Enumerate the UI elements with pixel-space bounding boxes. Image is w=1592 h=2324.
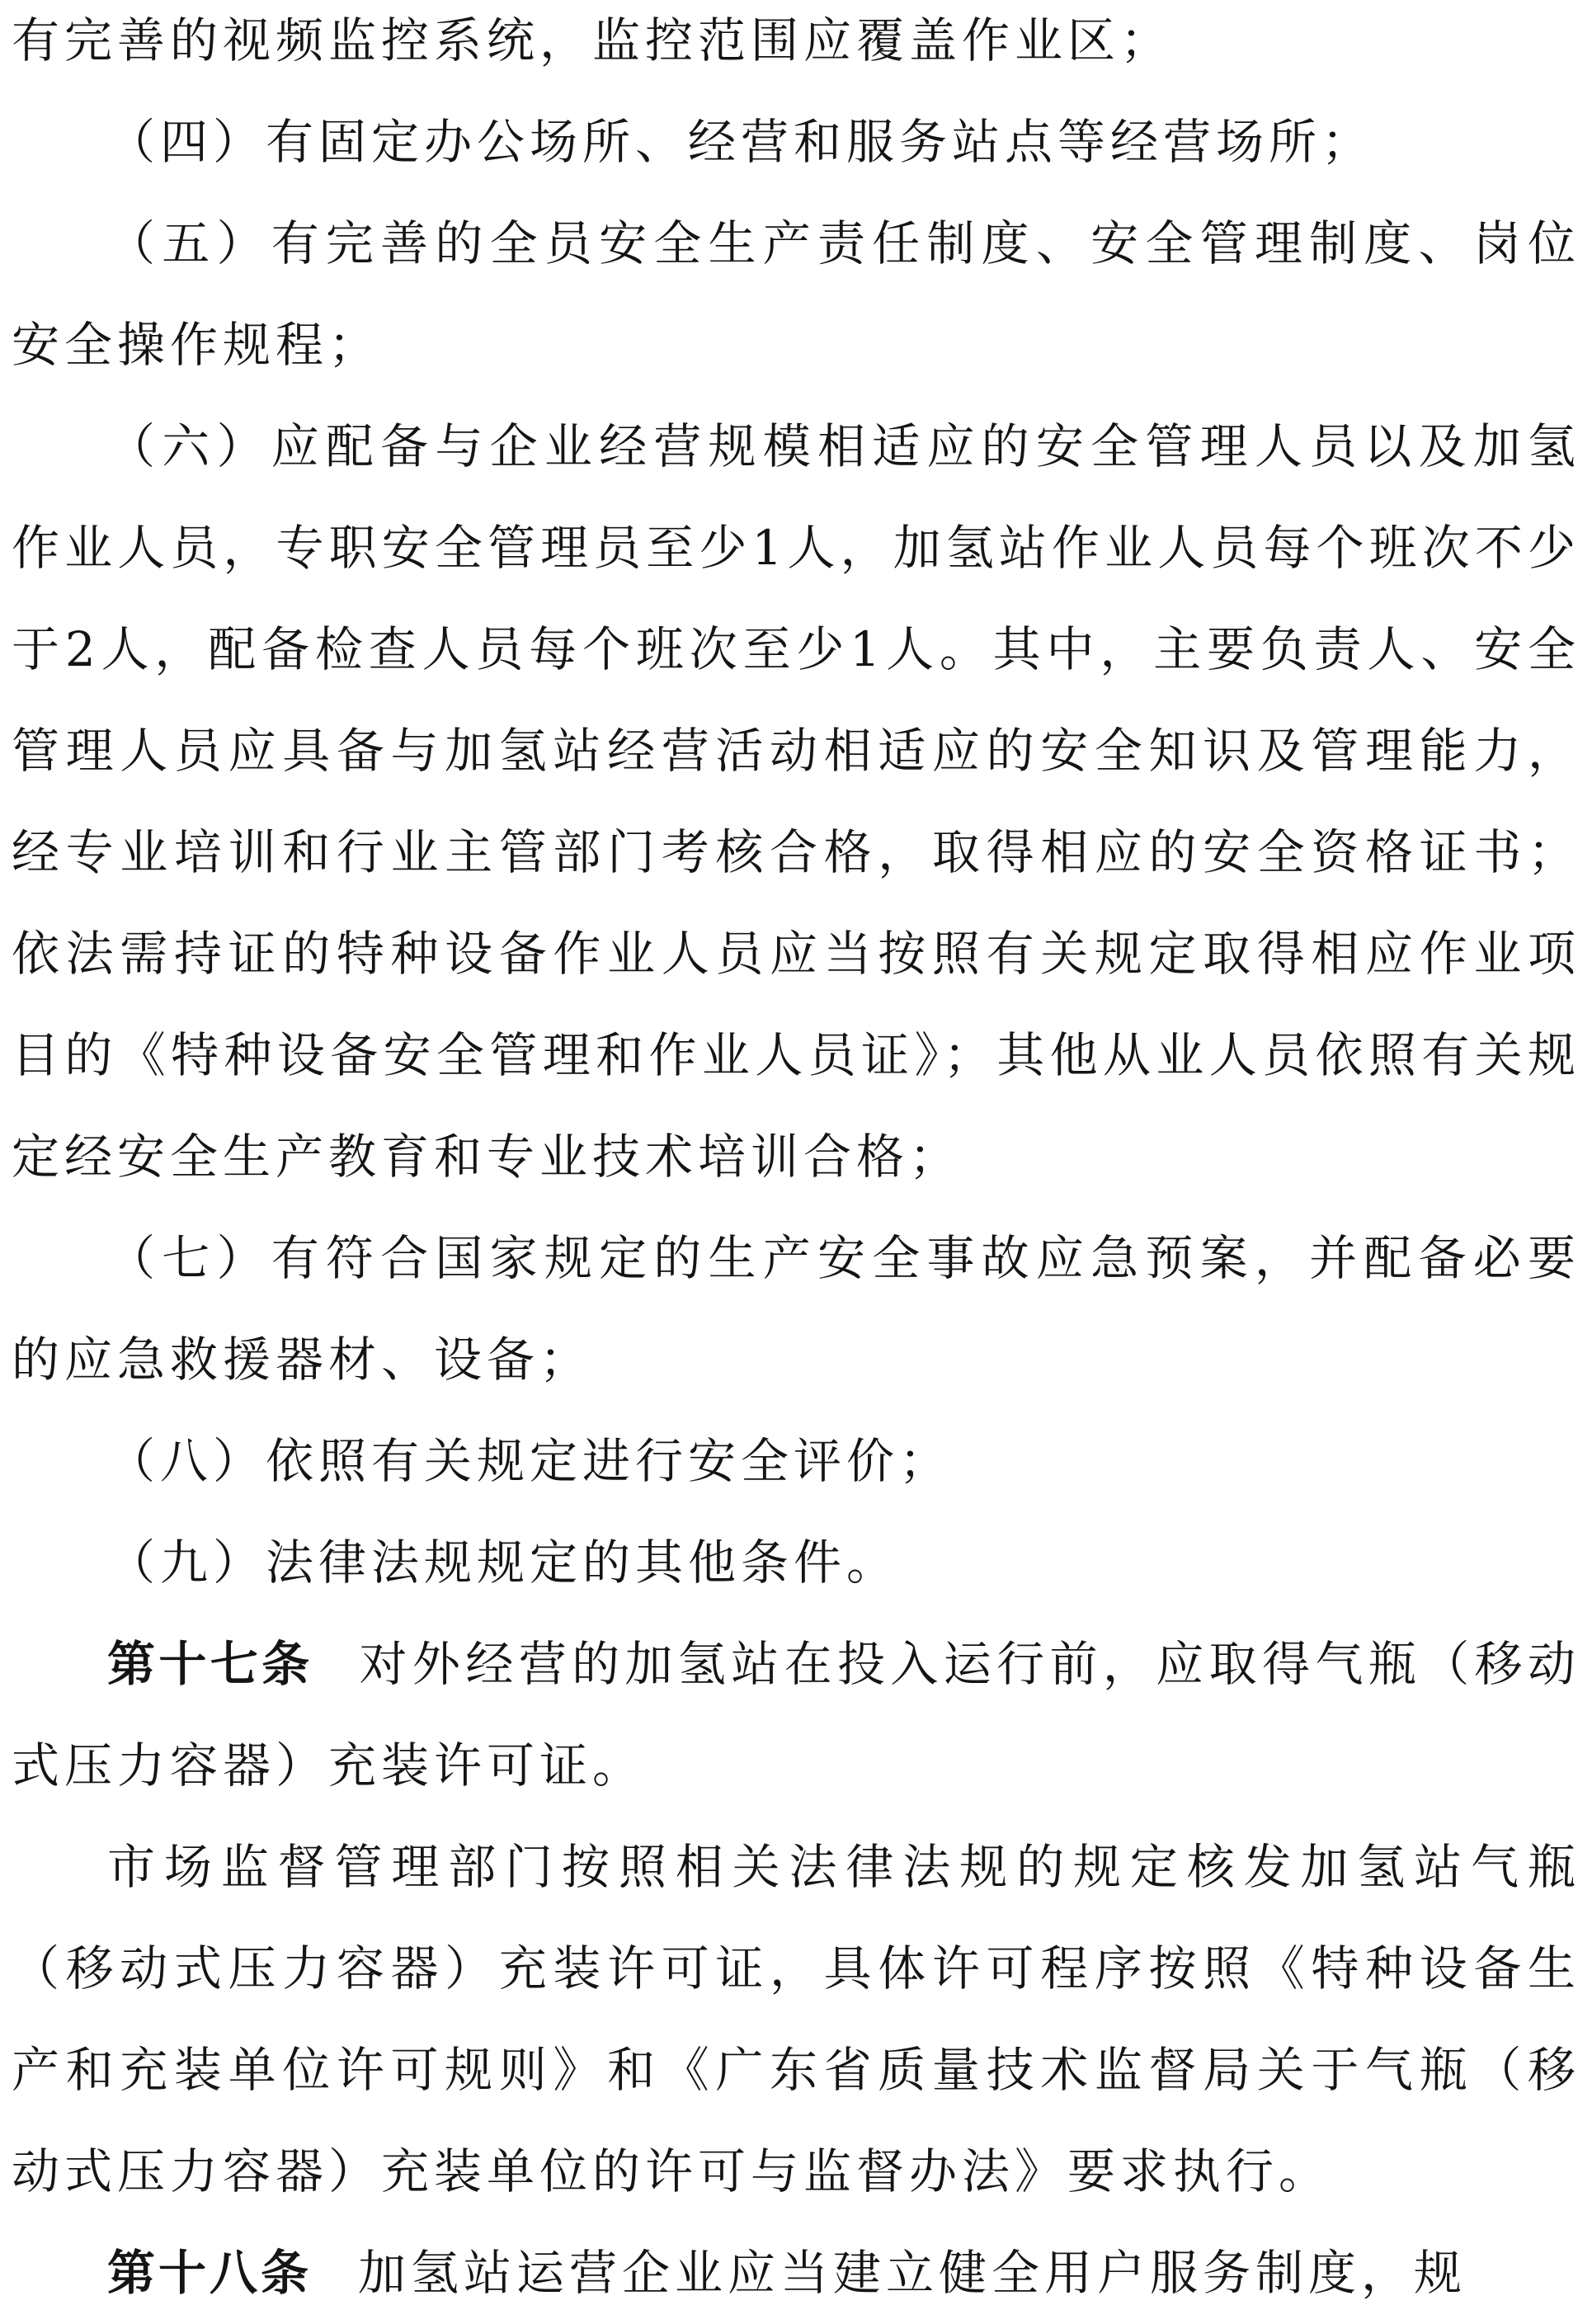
paragraph-market-supervision [12, 1817, 1580, 2223]
article-text: 对外经营的加氢站在投入运行前，应取得气瓶（移动式压力容器）充装许可证。 [12, 1636, 1580, 1794]
paragraph-text: 有完善的视频监控系统，监控范围应覆盖作业区； [12, 12, 1174, 68]
paragraph-text: （六）应配备与企业经营规模相适应的安全管理人员以及加氢作业人员，专职安全管理员至少1人，加氢站作业人员每个班次不少于2人，配备检查人员每个班次至少1人。其中，主要负责人、安全管理人员应具备与加氢站经营活动相适应的安全知识及管理能力，经专业培训和行业主管部门考核合格，取得相应的安全资格证书；依法需持证的特种设备作业人员应当按照有关规定取得相应作业项目的《特种设备安全管理和作业人员证》；其他从业人员依照有关规定经安全生产教育和专业技术培训合格； [12, 418, 1580, 1185]
paragraph-item-six [12, 396, 1580, 1208]
paragraph-item-five [12, 193, 1580, 396]
paragraph-text: （八）依照有关规定进行安全评价； [107, 1433, 953, 1489]
paragraph-text: 市场监督管理部门按照相关法律法规的规定核发加氢站气瓶（移动式压力容器）充装许可证，具体许可程序按照《特种设备生产和充装单位许可规则》和《广东省质量技术监督局关于气瓶（移动式压力容器）充装单位的许可与监督办法》要求执行。 [12, 1839, 1580, 2199]
paragraph-text: （九）法律法规规定的其他条件。 [107, 1534, 900, 1591]
paragraph-text: （七）有符合国家规定的生产安全事故应急预案，并配备必要的应急救援器材、设备； [12, 1230, 1580, 1388]
paragraph-surveillance-system [12, 0, 1580, 92]
article-eighteen [12, 2223, 1580, 2324]
paragraph-text: （四）有固定办公场所、经营和服务站点等经营场所； [107, 114, 1375, 170]
paragraph-text: （五）有完善的全员安全生产责任制度、安全管理制度、岗位安全操作规程； [12, 215, 1580, 373]
article-heading: 第十八条 [107, 2245, 313, 2301]
article-heading: 第十七条 [107, 1636, 313, 1692]
paragraph-item-four [12, 92, 1580, 193]
paragraph-item-seven [12, 1208, 1580, 1411]
article-text: 加氢站运营企业应当建立健全用户服务制度，规 [358, 2245, 1467, 2301]
paragraph-item-nine [12, 1512, 1580, 1614]
paragraph-item-eight [12, 1411, 1580, 1512]
article-seventeen [12, 1614, 1580, 1817]
